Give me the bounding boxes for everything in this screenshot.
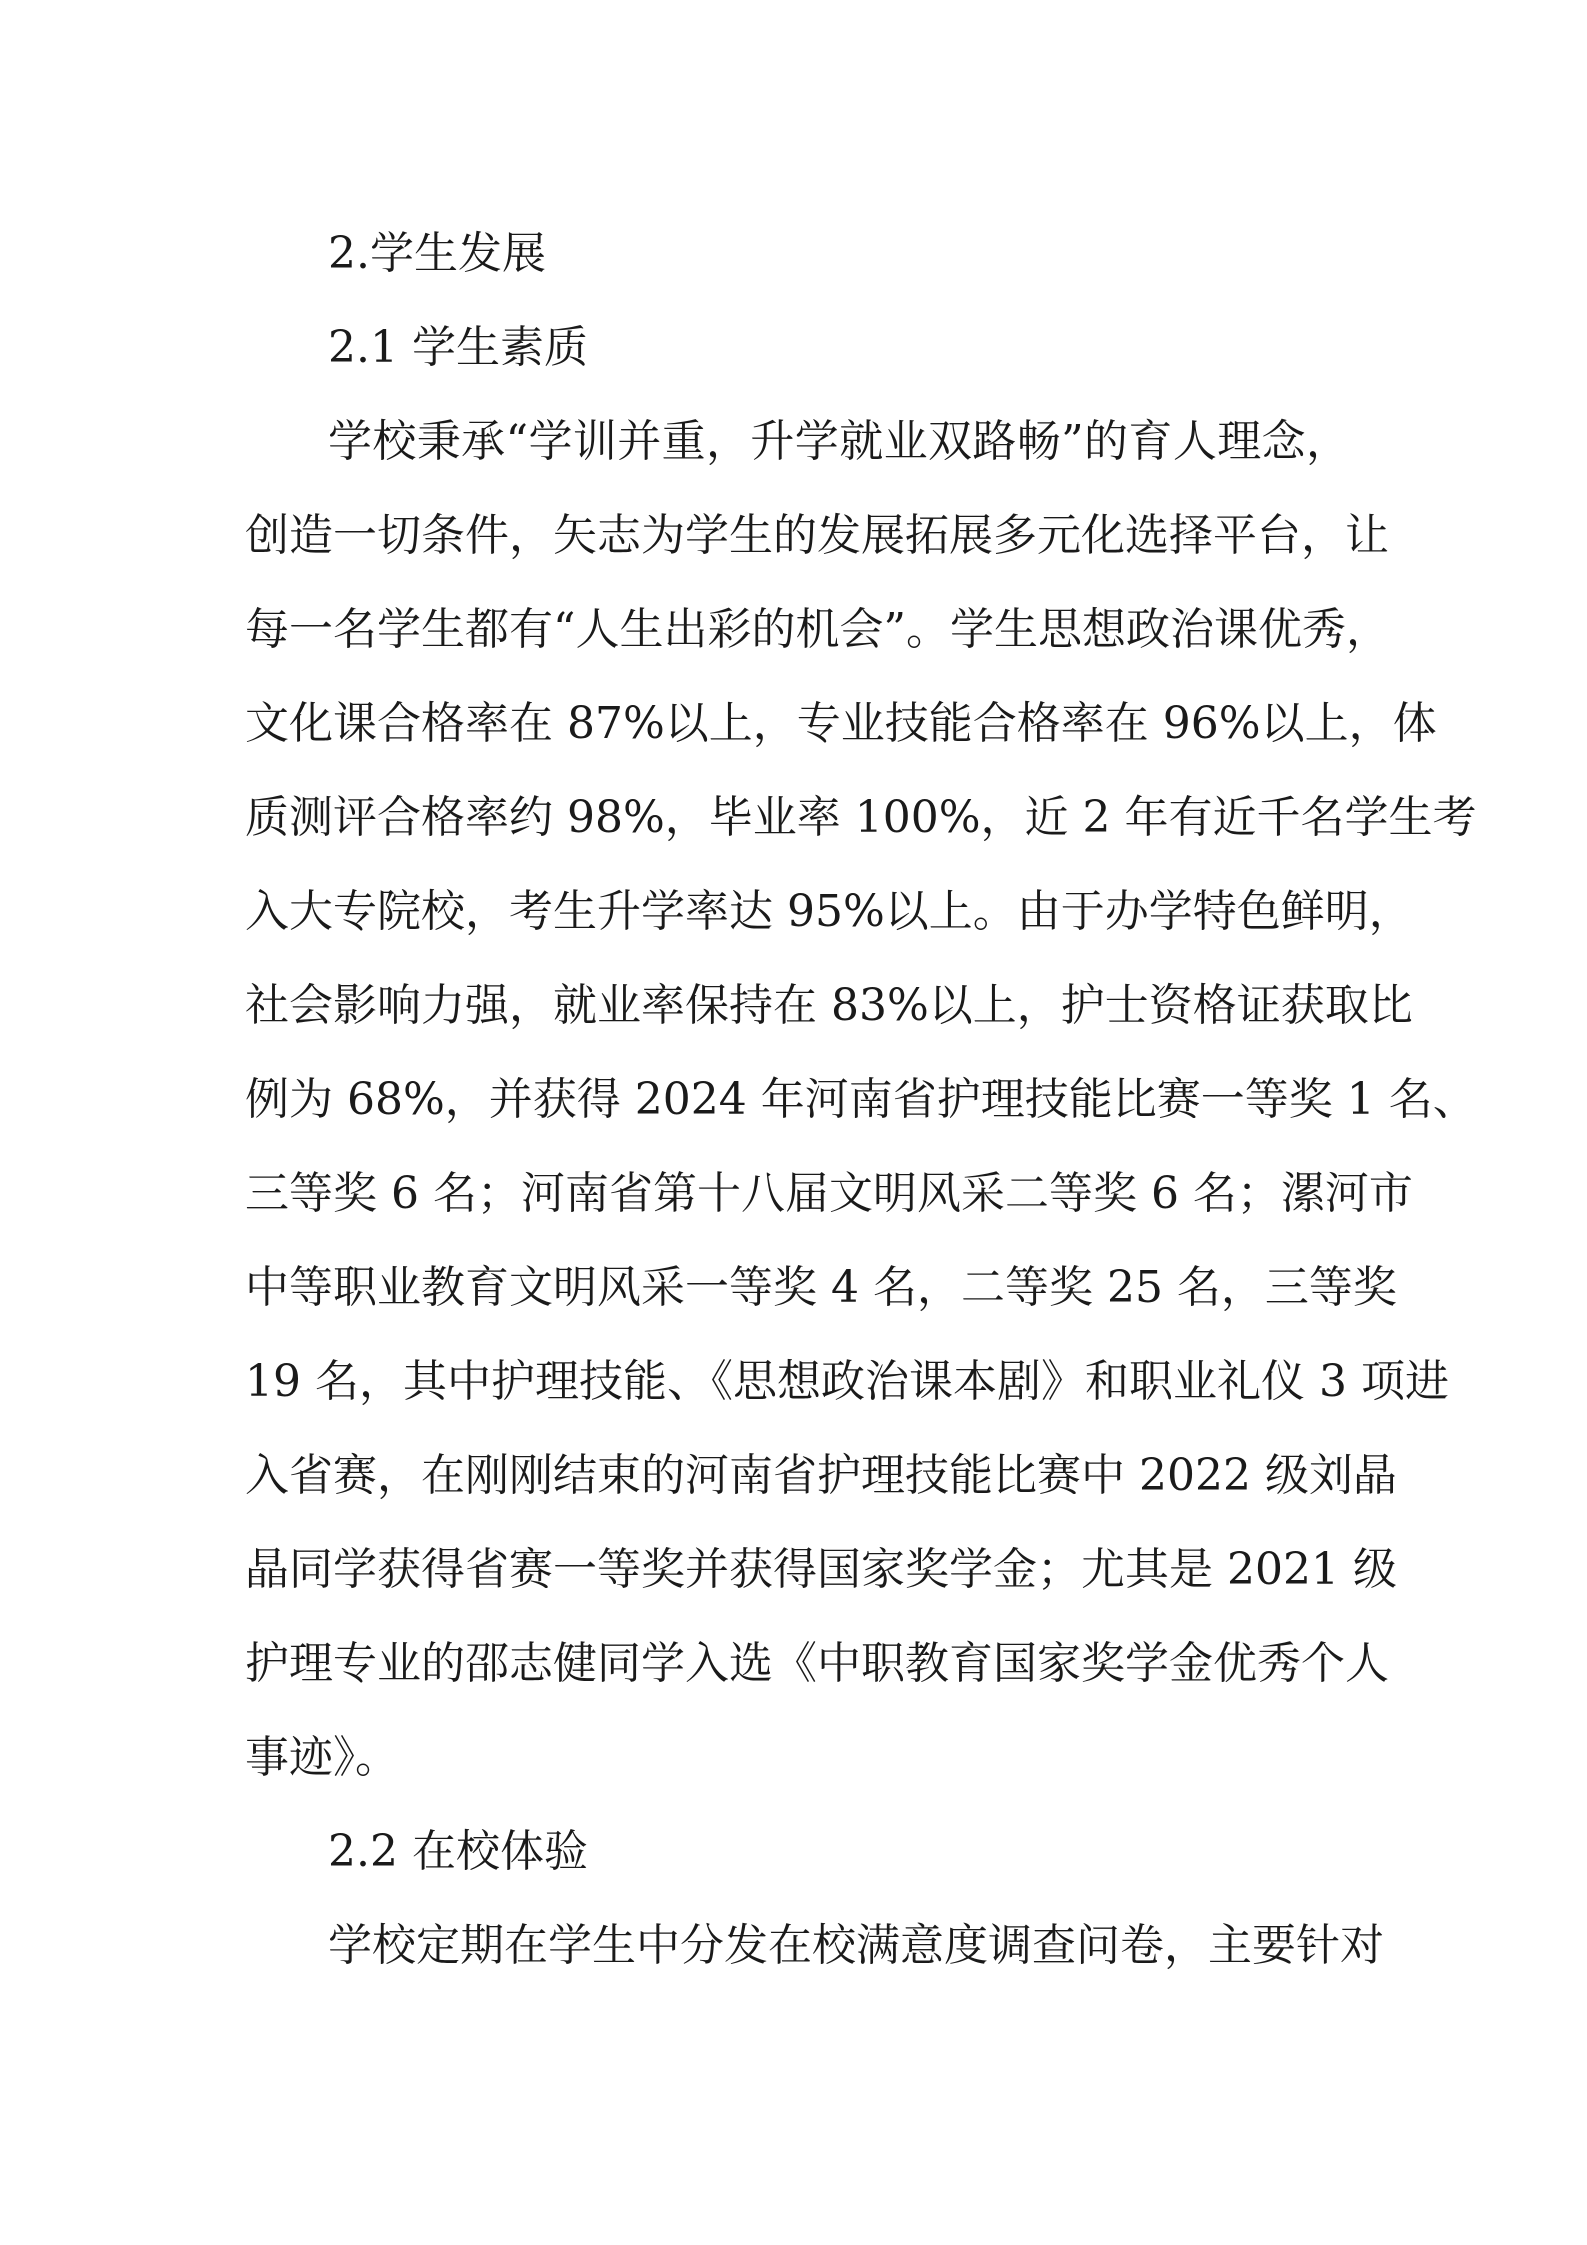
paragraph-line: 晶同学获得省赛一等奖并获得国家奖学金；尤其是 2021 级 <box>245 1544 1397 1595</box>
paragraph-line: 入省赛，在刚刚结束的河南省护理技能比赛中 2022 级刘晶 <box>245 1450 1397 1501</box>
subsection-heading-2-1: 2.1 学生素质 <box>328 322 588 373</box>
paragraph-line: 中等职业教育文明风采一等奖 4 名，二等奖 25 名，三等奖 <box>245 1262 1397 1313</box>
paragraph-line: 学校秉承“学训并重，升学就业双路畅”的育人理念， <box>328 416 1350 467</box>
paragraph-line: 例为 68%，并获得 2024 年河南省护理技能比赛一等奖 1 名、 <box>245 1074 1477 1125</box>
paragraph-line: 护理专业的邵志健同学入选《中职教育国家奖学金优秀个人 <box>245 1638 1389 1689</box>
paragraph-line: 每一名学生都有“人生出彩的机会”。学生思想政治课优秀， <box>245 604 1390 655</box>
paragraph-line: 社会影响力强，就业率保持在 83%以上，护士资格证获取比 <box>245 980 1413 1031</box>
paragraph-line: 质测评合格率约 98%，毕业率 100%，近 2 年有近千名学生考 <box>245 792 1477 843</box>
paragraph-line: 创造一切条件，矢志为学生的发展拓展多元化选择平台，让 <box>245 510 1389 561</box>
subsection-heading-2-2: 2.2 在校体验 <box>328 1826 588 1877</box>
paragraph-line: 文化课合格率在 87%以上，专业技能合格率在 96%以上，体 <box>245 698 1437 749</box>
paragraph-line: 学校定期在学生中分发在校满意度调查问卷，主要针对 <box>328 1920 1384 1971</box>
paragraph-line: 三等奖 6 名；河南省第十八届文明风采二等奖 6 名；漯河市 <box>245 1168 1413 1219</box>
paragraph-line: 入大专院校，考生升学率达 95%以上。由于办学特色鲜明， <box>245 886 1413 937</box>
paragraph-line: 19 名，其中护理技能、《思想政治课本剧》和职业礼仪 3 项进 <box>245 1356 1449 1407</box>
paragraph-line: 事迹》。 <box>245 1732 399 1783</box>
section-heading: 2.学生发展 <box>328 228 546 279</box>
